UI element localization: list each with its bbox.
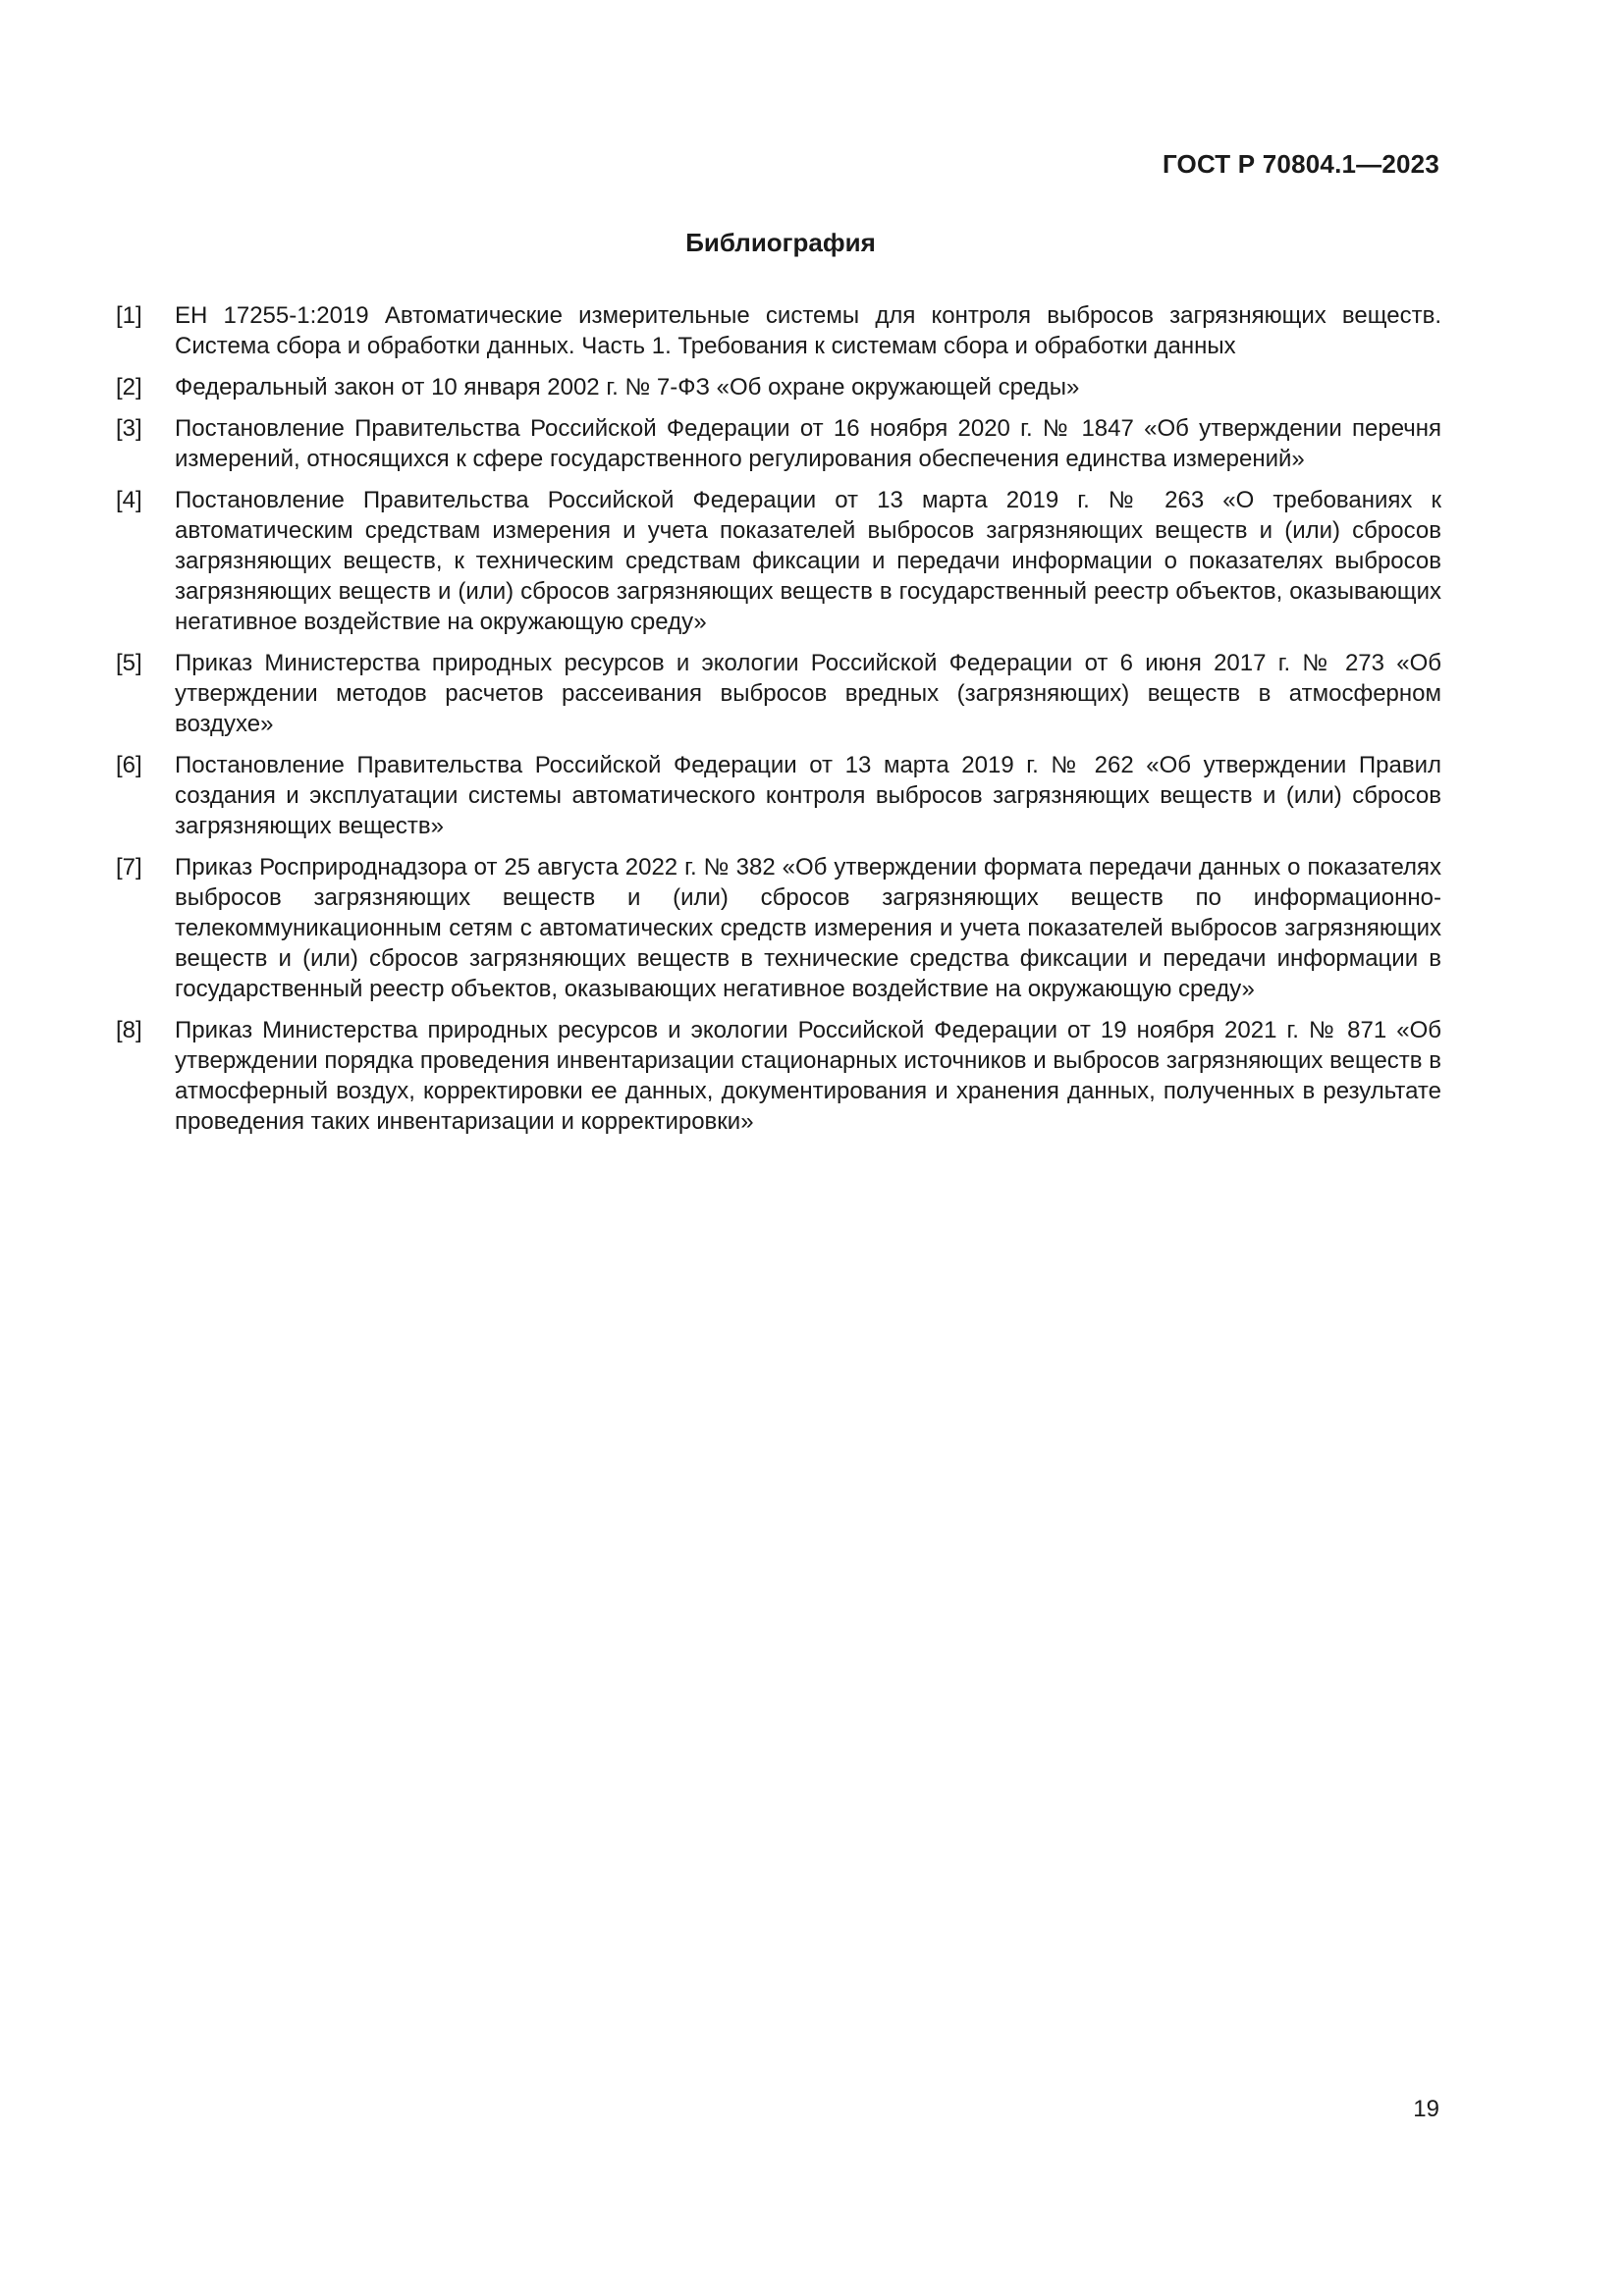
- bibliography-entry: [116, 1015, 1441, 1137]
- bibliography-entry-number: [5]: [116, 650, 142, 676]
- bibliography-entry: [116, 372, 1441, 402]
- bibliography-entry: [116, 300, 1441, 361]
- bibliography-entry: [116, 750, 1441, 841]
- bibliography-entry: [116, 485, 1441, 637]
- bibliography-entry: [116, 648, 1441, 739]
- bibliography-entry-text: Приказ Министерства природных ресурсов и экологии Российской Федерации от 19 ноября 2021 г. № 871 «Об утверждении порядка проведения инвентаризации стационарных источников и выбросов загрязняющих веществ в атмосферный воздух, корректировки ее данных, документирования и хранения данных, полученных в результате проведения таких инвентаризации и корректировки»: [175, 1017, 1441, 1135]
- section-title: Библиография: [685, 228, 876, 257]
- bibliography-entry: [116, 413, 1441, 474]
- bibliography-entry-number: [6]: [116, 752, 142, 778]
- bibliography-entry-number: [1]: [116, 302, 142, 329]
- bibliography-entry-text: Постановление Правительства Российской Федерации от 16 ноября 2020 г. № 1847 «Об утверждении перечня измерений, относящихся к сфере государственного регулирования обеспечения единства измерений»: [175, 415, 1441, 472]
- bibliography-entry-text: Приказ Министерства природных ресурсов и экологии Российской Федерации от 6 июня 2017 г. № 273 «Об утверждении методов расчетов рассеивания выбросов вредных (загрязняющих) веществ в атмосферном воздухе»: [175, 650, 1441, 737]
- bibliography-entry: [116, 852, 1441, 1004]
- bibliography-entry-number: [4]: [116, 487, 142, 513]
- bibliography-entry-text: Постановление Правительства Российской Федерации от 13 марта 2019 г. № 262 «Об утверждении Правил создания и эксплуатации системы автоматического контроля выбросов загрязняющих веществ и (или) сбросов загрязняющих веществ»: [175, 752, 1441, 839]
- page-number: 19: [1413, 2096, 1439, 2122]
- bibliography-entry-number: [8]: [116, 1017, 142, 1043]
- bibliography-entry-number: [3]: [116, 415, 142, 442]
- bibliography-entry-number: [2]: [116, 374, 142, 400]
- bibliography-entry-text: Приказ Росприроднадзора от 25 августа 2022 г. № 382 «Об утверждении формата передачи данных о показателях выбросов загрязняющих веществ и (или) сбросов загрязняющих веществ по информационно-телекоммуникационным сетям с автоматических средств измерения и учета показателей выбросов загрязняющих веществ и (или) сбросов загрязняющих веществ в технические средства фиксации и передачи информации в государственный реестр объектов, оказывающих негативное воздействие на окружающую среду»: [175, 854, 1441, 1002]
- bibliography-entry-text: Постановление Правительства Российской Федерации от 13 марта 2019 г. № 263 «О требованиях к автоматическим средствам измерения и учета показателей выбросов загрязняющих веществ и (или) сбросов загрязняющих веществ, к техническим средствам фиксации и передачи информации о показателях выбросов загрязняющих веществ и (или) сбросов загрязняющих веществ в государственный реестр объектов, оказывающих негативное воздействие на окружающую среду»: [175, 487, 1441, 635]
- bibliography-entry-text: Федеральный закон от 10 января 2002 г. № 7-ФЗ «Об охране окружающей среды»: [175, 374, 1080, 400]
- bibliography-entry-text: ЕН 17255-1:2019 Автоматические измерительные системы для контроля выбросов загрязняющих веществ. Система сбора и обработки данных. Часть 1. Требования к системам сбора и обработки данных: [175, 302, 1441, 359]
- document-code: ГОСТ Р 70804.1—2023: [1162, 149, 1439, 179]
- bibliography-entry-number: [7]: [116, 854, 142, 881]
- bibliography-list: [116, 300, 1441, 1148]
